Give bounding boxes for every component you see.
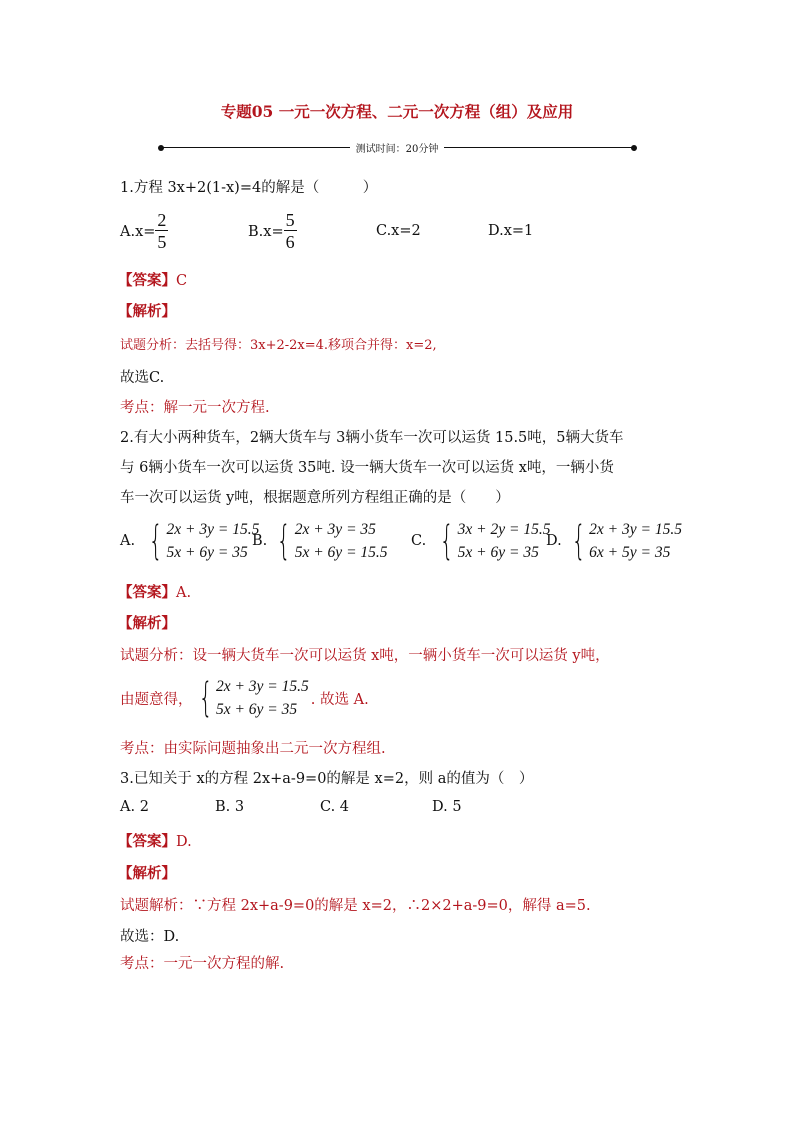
answer-label: 【答案】 bbox=[118, 272, 176, 289]
q1-answer bbox=[118, 269, 187, 290]
q1-option-a-fraction bbox=[155, 210, 168, 253]
q2-option-b-system bbox=[271, 518, 387, 564]
q2-option-c bbox=[411, 518, 550, 564]
denominator: 5 bbox=[157, 232, 167, 252]
answer-value: A. bbox=[176, 585, 192, 601]
q2-answer bbox=[118, 581, 191, 602]
derivation-prefix: 由题意得， bbox=[120, 691, 193, 708]
equation: 5x + 6y = 15.5 bbox=[294, 544, 388, 561]
q1-option-c: C.x=2 bbox=[376, 223, 421, 239]
brace-icon: { bbox=[276, 518, 291, 564]
q3-stem: 3.已知关于 x的方程 2x+a-9=0的解是 x=2，则 a的值为（ ） bbox=[120, 771, 534, 787]
q3-option-b: B. 3 bbox=[215, 799, 245, 815]
equation: 2x + 3y = 15.5 bbox=[215, 678, 309, 695]
q3-option-c: C. 4 bbox=[320, 799, 350, 815]
q2-derivation bbox=[120, 675, 369, 721]
q2-stem-line2: 与 6辆小货车一次可以运货 35吨. 设一辆大货车一次可以运货 x吨，一辆小货 bbox=[120, 460, 614, 476]
equation: 2x + 3y = 15.5 bbox=[166, 521, 260, 538]
q1-choose: 故选C. bbox=[120, 370, 165, 386]
test-time-text: 测试时间：20分钟 bbox=[350, 144, 445, 155]
q1-option-d: D.x=1 bbox=[488, 223, 534, 239]
brace-icon: { bbox=[571, 518, 586, 564]
q2-option-a bbox=[120, 518, 259, 564]
q2-stem-line3: 车一次可以运货 y吨，根据题意所列方程组正确的是（ ） bbox=[120, 490, 510, 506]
q3-analysis: 试题解析：∵方程 2x+a-9=0的解是 x=2，∴2×2+a-9=0，解得 a=5. bbox=[120, 898, 591, 914]
equation: 5x + 6y = 35 bbox=[215, 701, 298, 718]
q3-option-d: D. 5 bbox=[432, 799, 462, 815]
derivation-suffix: . 故选 A. bbox=[310, 691, 369, 708]
q1-point: 考点：解一元一次方程. bbox=[120, 400, 270, 416]
equation: 5x + 6y = 35 bbox=[457, 544, 539, 561]
page-title: 专题05 一元一次方程、二元一次方程（组）及应用 bbox=[220, 102, 574, 121]
q2-stem-line1: 2.有大小两种货车，2辆大货车与 3辆小货车一次可以运货 15.5吨，5辆大货车 bbox=[120, 430, 624, 446]
answer-label: 【答案】 bbox=[118, 584, 176, 601]
q2-option-d-system bbox=[566, 518, 682, 564]
equation: 6x + 5y = 35 bbox=[589, 544, 671, 561]
q3-answer bbox=[118, 830, 192, 851]
q2-option-d bbox=[546, 518, 682, 564]
brace-icon: { bbox=[148, 518, 163, 564]
q1-analysis-label: 【解析】 bbox=[118, 303, 176, 320]
q1-option-a bbox=[120, 210, 168, 253]
equation: 2x + 3y = 35 bbox=[294, 521, 376, 538]
q2-option-a-label: A. bbox=[120, 533, 136, 549]
numerator: 5 bbox=[285, 210, 295, 230]
brace-icon: { bbox=[439, 518, 454, 564]
equation: 3x + 2y = 15.5 bbox=[457, 521, 551, 538]
q1-stem: 1.方程 3x+2(1-x)=4的解是（ ） bbox=[120, 180, 378, 196]
q1-option-b-fraction bbox=[284, 210, 297, 253]
brace-icon: { bbox=[198, 675, 213, 721]
q3-choose: 故选：D. bbox=[120, 929, 180, 945]
q2-option-c-label: C. bbox=[411, 533, 427, 549]
q1-option-a-label: A.x= bbox=[120, 223, 156, 240]
q3-analysis-label: 【解析】 bbox=[118, 865, 176, 882]
q3-option-a: A. 2 bbox=[120, 799, 149, 815]
answer-label: 【答案】 bbox=[118, 833, 176, 850]
answer-value: C bbox=[176, 273, 188, 289]
q2-analysis: 试题分析：设一辆大货车一次可以运货 x吨，一辆小货车一次可以运货 y吨， bbox=[120, 648, 610, 664]
equation: 5x + 6y = 35 bbox=[166, 544, 248, 561]
q2-derivation-system bbox=[193, 675, 309, 721]
q2-option-b-label: B. bbox=[252, 533, 268, 549]
q2-point: 考点：由实际问题抽象出二元一次方程组. bbox=[120, 741, 386, 757]
q1-option-b-label: B.x= bbox=[248, 223, 284, 240]
q1-option-b bbox=[248, 210, 297, 253]
numerator: 2 bbox=[157, 210, 167, 230]
q1-analysis: 试题分析：去括号得：3x+2-2x=4.移项合并得：x=2, bbox=[120, 338, 437, 353]
q2-option-a-system bbox=[143, 518, 259, 564]
denominator: 6 bbox=[285, 232, 295, 252]
q2-analysis-label: 【解析】 bbox=[118, 615, 176, 632]
q2-option-d-label: D. bbox=[546, 533, 562, 549]
answer-value: D. bbox=[176, 834, 192, 850]
q2-option-b bbox=[252, 518, 388, 564]
equation: 2x + 3y = 15.5 bbox=[589, 521, 682, 538]
q3-point: 考点：一元一次方程的解. bbox=[120, 956, 285, 972]
test-time bbox=[0, 140, 794, 155]
q2-option-c-system bbox=[434, 518, 550, 564]
